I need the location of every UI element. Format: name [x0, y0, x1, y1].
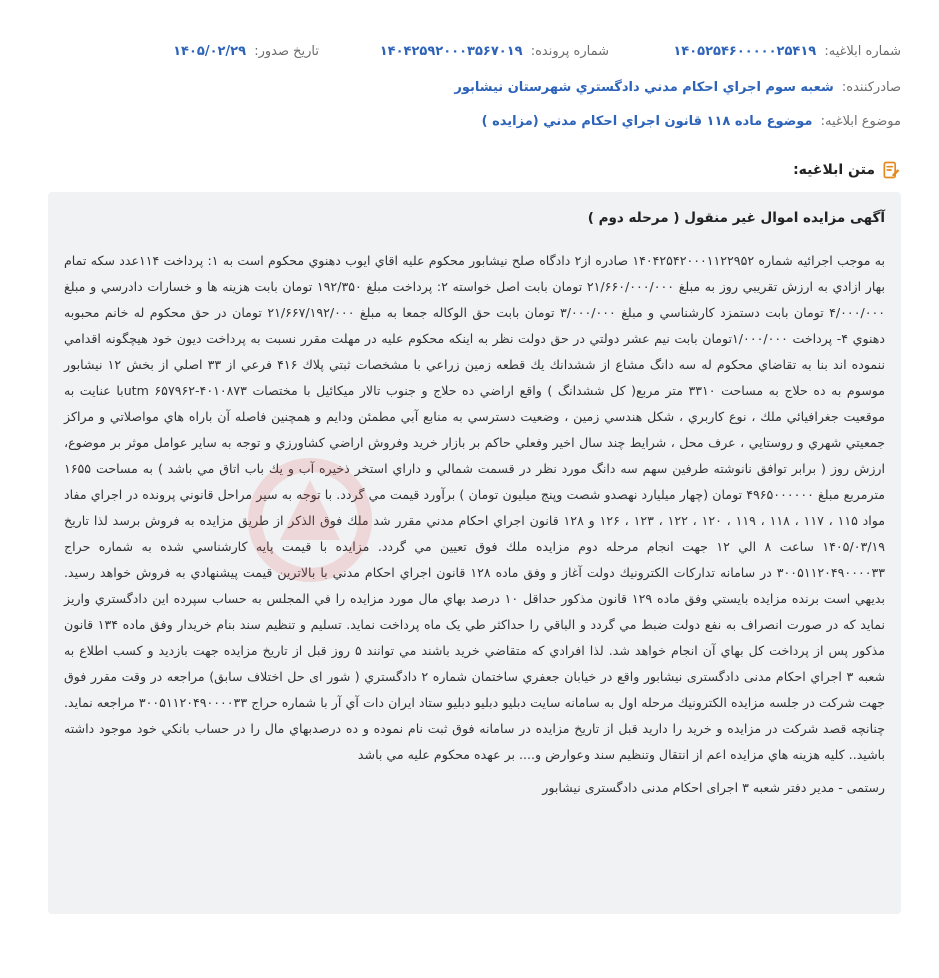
ad-title: آگهی مزایده اموال غیر منقول ( مرحله دوم ): [587, 210, 885, 226]
subject: [482, 114, 901, 129]
notice-content-box: [48, 192, 901, 914]
notice-number: [673, 44, 901, 59]
subject-value: موضوع ماده ۱۱۸ قانون اجراي احكام مدني (مزايده ): [481, 114, 813, 129]
subject-label: موضوع ابلاغیه:: [820, 114, 901, 129]
document-edit-icon: [881, 160, 901, 180]
ad-body: به موجب اجرائيه شماره ۱۴۰۴۲۵۴۲۰۰۰۱۱۲۲۹۵۲ صادره از۲ دادگاه صلح نيشابور محكوم عليه اقاي ايوب دهنوي محكوم است به ۱: پرداخت ۱۱۴عدد سكه تمام بهار ازادي به ارزش تقريبي روز به مبلغ ۲۱/۶۶۰/۰۰۰/۰۰۰ تومان بابت اصل خواسته ۲: پرداخت مبلغ ۱۹۲/۳۵۰ تومان بابت هزينه ها و خسارات دادرسي و مبلغ ۴/۰۰۰/۰۰۰ تومان بابت دستمزد كارشناسي و مبلغ ۳/۰۰۰/۰۰۰ تومان بابت حق الوكاله جمعا به مبلغ ۲۱/۶۶۷/۱۹۲/۰۰۰ تومان در حق محكوم له خانم محبوبه دهنوي ۴- پرداخت ۱/۰۰۰/۰۰۰تومان بابت نيم عشر دولتي در حق دولت نظر به اينكه محكوم عليه در مهلت مقرر نسبت به پرداخت ديون خود هيچگونه اقدامي ننموده اند بنا به تقاضاي محكوم له سه دانگ مشاع از ششدانك يك قطعه زمين زراعي با مشخصات ثبتي پلاك ۴۱۶ فرعي از ۳۳ اصلي از بخش ۱۲ نيشابور موسوم به ده حلاج به مساحت ۳۳۱۰ متر مربع( كل ششدانگ ) واقع اراضي ده حلاج و جنوب تالار ميكائيل با مختصات utm ۶۵۷۹۶۲-۴۰۱۰۸۷۳با عنايت به موقعيت جغرافيائي ملك ، نوع كاربري ، شكل هندسي زمين ، وضعيت دسترسي به منابع آبي مطمئن ودايم و همچنين فاصله آن باراه هاي مواصلاتي و مراكز جمعيتي شهري و روستايي ، عرف محل ، شرايط چند سال اخير وفعلي حاكم بر بازار خريد وفروش اراضي كشاورزي و توجه به ساير عوامل موثر بر موضوع، ارزش روز ( برابر توافق نانوشته طرفين سهم سه دانگ مورد نظر در قسمت شمالي و داراي استخر ذخيره آب و يك باب اتاق مي باشد ) به مساحت ۱۶۵۵ مترمربع مبلغ ۴۹۶۵۰۰۰۰۰۰ تومان (چهار ميليارد نهصدو شصت وپنج ميليون تومان ) برآورد قيمت مي گردد. با توجه به سير مراحل قانوني پرونده در اجراي مفاد مواد ۱۱۵ ، ۱۱۷ ، ۱۱۸ ، ۱۱۹ ، ۱۲۰ ، ۱۲۲ ، ۱۲۳ ، ۱۲۶ و ۱۲۸ قانون اجراي احكام مدني مقرر شد ملك فوق الذكر از طريق مزايده به فروش برسد لذا تاريخ ۱۴۰۵/۰۳/۱۹ ساعت ۸ الي ۱۲ جهت انجام مرحله دوم مزايده ملك فوق تعيين مي گردد. مزايده با قيمت پايه كارشناسي شده به شماره حراج ۳۰۰۵۱۱۲۰۴۹۰۰۰۰۳۳ در سامانه تداركات الكترونيك دولت آغاز و وفق ماده ۱۲۸ قانون اجراي احكام مدني با بالاترين قيمت پيشنهادي به فروش خواهد رسيد. بديهي است برنده مزايده بايستي وفق ماده ۱۲۹ قانون مذكور حداقل ۱۰ درصد بهاي مال مورد مزايده را في المجلس به حساب سپرده اين دادگستري واريز نمايد كه در صورت انصراف به نفع دولت ضبط مي گردد و الباقي را حداكثر طي يک ماه پرداخت نمايد. تسليم و تنظيم سند بنام خريدار وفق ماده ۱۳۴ قانون مذكور پس از پرداخت كل بهاي آن انجام خواهد شد. لذا افرادي كه متقاضي خريد باشند مي توانند ۵ روز قبل از تاريخ مزايده جهت بازديد و كسب اطلاع به شعبه ۳ اجراي احکام مدنی دادگستری نيشابور واقع در خيابان جعفري ساختمان شماره ۲ دادگستري ( شور ای حل اختلاف سابق) مراجعه در وقت مقرر فوق جهت شركت در جلسه مزايده الكترونيك مرحله اول به سامانه سايت دبليو دبليو دبليو ستاد ايران دات آي آر با شماره حراج ۳۰۰۵۱۱۲۰۴۹۰۰۰۰۳۳ مراجعه نمايد. چنانچه قصد شركت در مزايده و خريد را داريد قبل از تاريخ مزايده در سامانه فوق ثبت نام نموده و ده درصدبهاي مال را در حساب بانكي خود موجود داشته باشيد.. كليه هزينه هاي مزايده اعم از انتقال وتنظيم سند وعوارض و.... بر عهده محكوم عليه مي باشد: [64, 253, 886, 762]
case-number-label: شماره پرونده:: [530, 44, 609, 59]
notice-number-value: ۱۴۰۵۲۵۴۶۰۰۰۰۰۲۵۴۱۹: [673, 44, 817, 59]
case-number-value: ۱۴۰۴۲۵۹۲۰۰۰۳۵۶۷۰۱۹: [379, 44, 523, 59]
issue-date-label: تاریخ صدور:: [254, 44, 319, 59]
section-heading: [793, 160, 901, 180]
section-title: متن ابلاغیه:: [793, 162, 875, 178]
case-number: [380, 44, 609, 59]
issuer-value: شعبه سوم اجراي احكام مدني دادگستري شهرستان نيشابور: [454, 80, 834, 95]
notice-number-label: شماره ابلاغیه:: [824, 44, 901, 59]
issuer-label: صادرکننده:: [841, 80, 901, 95]
issue-date: [173, 44, 319, 59]
issuer: [454, 80, 901, 95]
ad-signature: رستمی - مدیر دفتر شعبه ۳ اجرای احکام مدنی دادگستری نیشابور: [542, 780, 885, 795]
issue-date-value: ۱۴۰۵/۰۲/۲۹: [173, 44, 247, 59]
